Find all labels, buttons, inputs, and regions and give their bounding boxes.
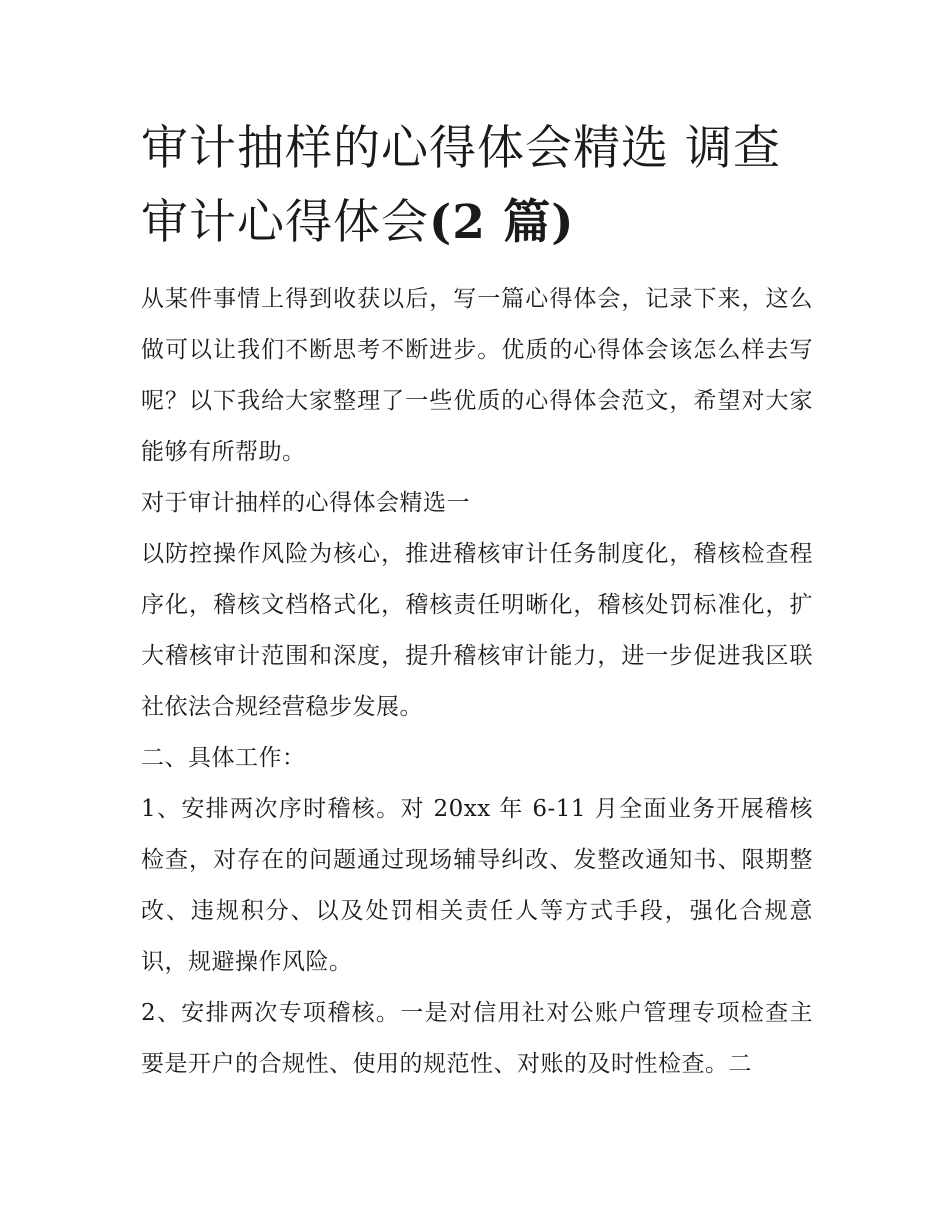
list-item-1: 1、安排两次序时稽核。对 20xx 年 6-11 月全面业务开展稽核检查，对存在的问题通过现场辅导纠改、发整改通知书、限期整改、违规积分、以及处罚相关责任人等方式手段，强化合规意识，规避操作风险。 [141,796,813,975]
title-count: (2 篇) [429,195,575,250]
document-page [141,112,813,1090]
title-main: 审计抽样的心得体会精选 调查审计心得体会 [141,121,781,250]
section1-paragraph: 以防控操作风险为核心，推进稽核审计任务制度化，稽核检查程序化，稽核文档格式化，稽核责任明晰化，稽核处罚标准化，扩大稽核审计范围和深度，提升稽核审计能力，进一步促进我区联社依法合规经营稳步发展。 [141,541,813,720]
intro-paragraph: 从某件事情上得到收获以后，写一篇心得体会，记录下来，这么做可以让我们不断思考不断进步。优质的心得体会该怎么样去写呢？以下我给大家整理了一些优质的心得体会范文，希望对大家能够有所帮助。 [141,286,813,465]
list-item-2: 2、安排两次专项稽核。一是对信用社对公账户管理专项检查主要是开户的合规性、使用的规范性、对账的及时性检查。二 [141,1000,813,1077]
section1-heading: 对于审计抽样的心得体会精选一 [141,490,470,516]
document-title [141,112,813,260]
section2-heading: 二、具体工作： [141,745,306,771]
